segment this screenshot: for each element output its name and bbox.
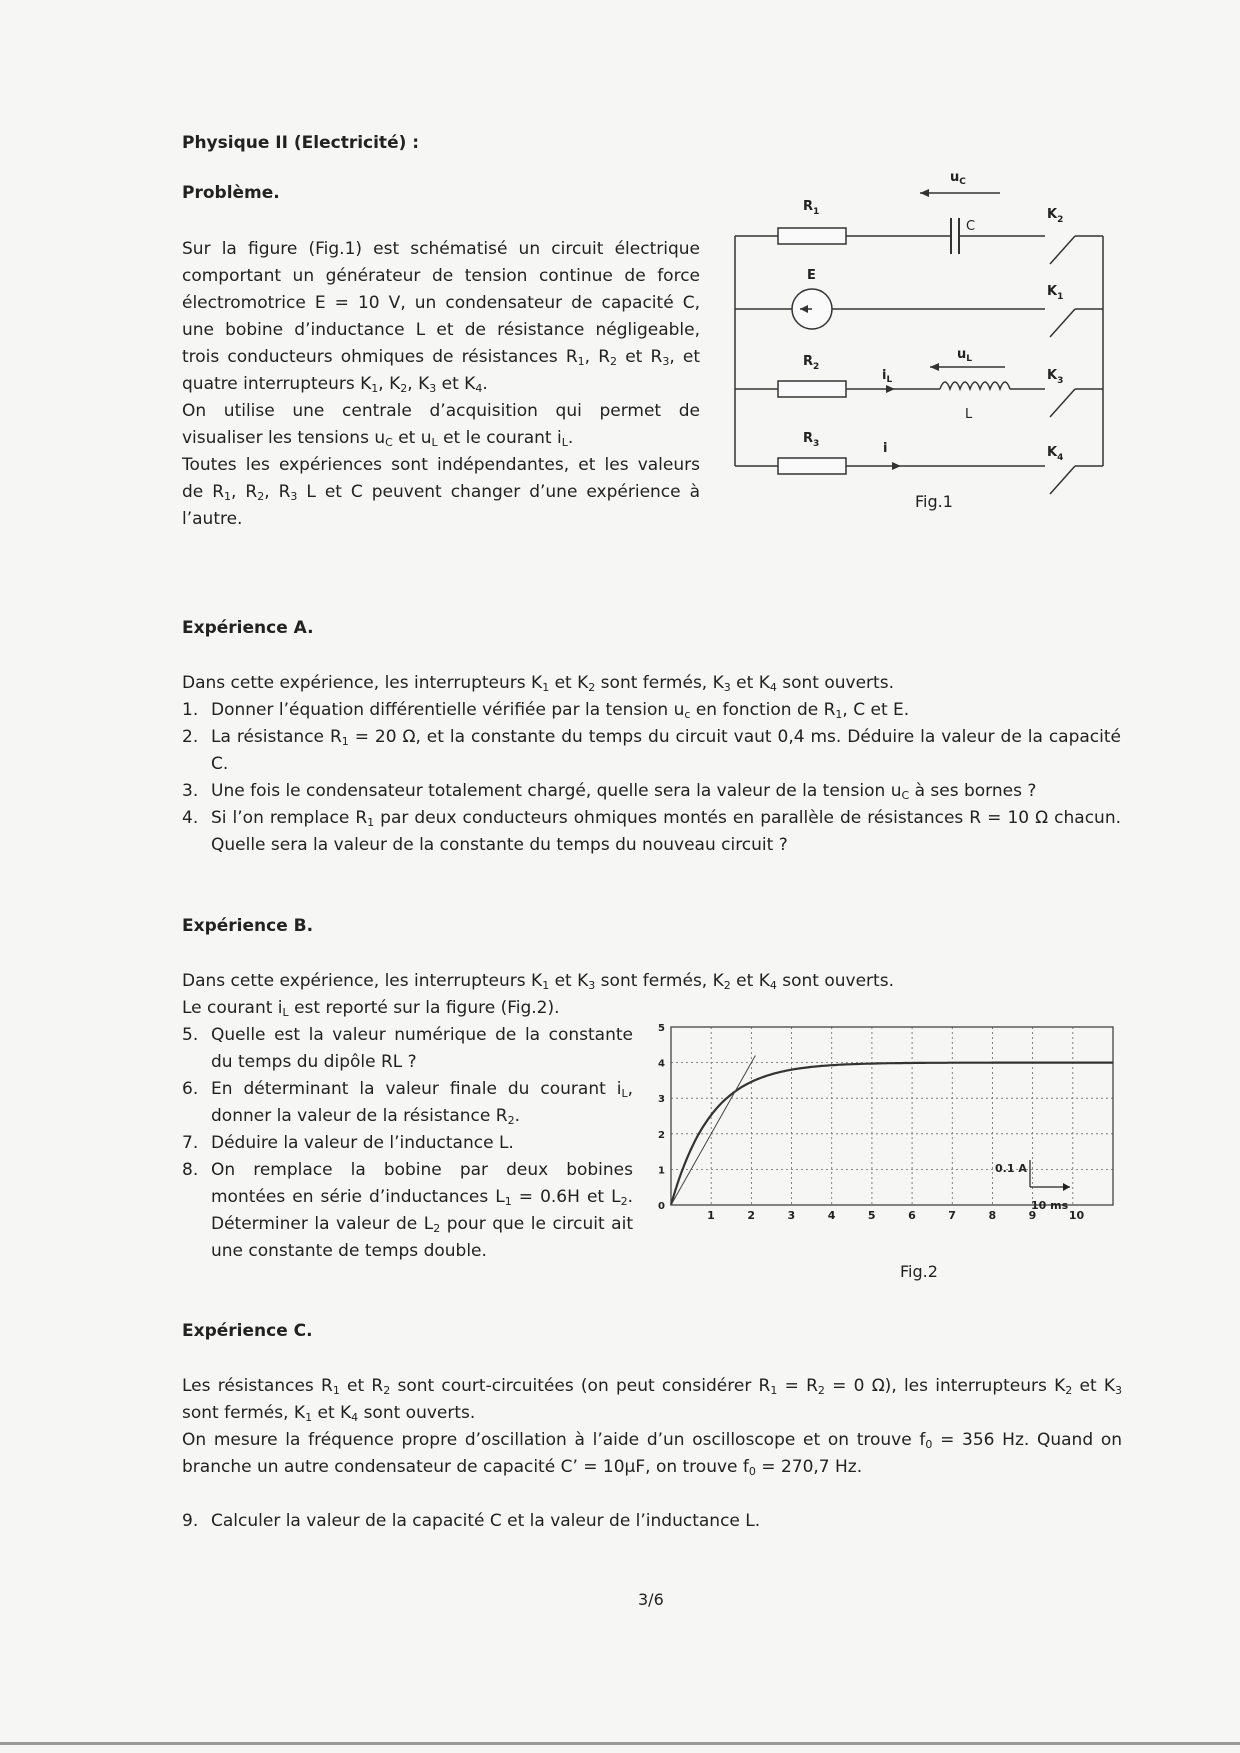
exp-a-heading: Expérience A. <box>182 618 314 638</box>
y-tick-label: 1 <box>658 1165 665 1177</box>
label-e: E <box>807 268 816 283</box>
il-arrowhead <box>886 385 895 393</box>
label-r3: $R_3$ <box>803 431 820 449</box>
page-number: 3/6 <box>638 1590 664 1609</box>
exp-a-intro: Dans cette expérience, les interrupteurs $K_1$ et $K_2$ sont fermés, $K_3$ et $K_4$ sont ouverts. <box>182 673 894 694</box>
scale-current-label: 0.1 A <box>995 1162 1027 1175</box>
exp-c-paragraph-1: Les résistances $R_1$ et $R_2$ sont court-circuitées (on peut considérer $R_1 = R_2 = 0$ Ω), les interrupteurs $K_2$ et $K_3$ sont fermés, $K_1$ et $K_4$ sont ouverts. <box>182 1376 1122 1424</box>
circuit-diagram <box>725 160 1115 520</box>
x-tick-label: 6 <box>908 1209 916 1222</box>
question-3: 3. Une fois le condensateur totalement chargé, quelle sera la valeur de la tension $u_C$ à ses bornes ? <box>182 781 1037 802</box>
label-k3: $K_3$ <box>1047 368 1064 386</box>
question-4: 4. Si l’on remplace $R_1$ par deux conducteurs ohmiques montés en parallèle de résistances R = 10 Ω chacun. Quelle sera la valeur de la constante du temps du nouveau circuit ? <box>182 808 1122 855</box>
chart-x-ticks <box>707 1209 1084 1222</box>
scale-time-label: 10 ms <box>1031 1199 1069 1212</box>
y-tick-label: 5 <box>658 1023 665 1034</box>
label-k4: $K_4$ <box>1047 445 1064 463</box>
x-tick-label: 2 <box>747 1209 756 1222</box>
i-arrowhead <box>892 462 901 470</box>
section-title: Physique II (Electricité) : <box>182 133 420 153</box>
ul-arrowhead <box>930 363 939 371</box>
y-tick-label: 3 <box>658 1094 665 1106</box>
x-tick-label: 4 <box>827 1209 836 1222</box>
scale-time-arrowhead <box>1063 1183 1070 1191</box>
label-c: C <box>966 219 976 234</box>
question-2: 2. La résistance $R_1 = 20$ Ω, et la constante du temps du circuit vaut 0,4 ms. Déduire la valeur de la capacité C. <box>182 727 1121 774</box>
label-k2: $K_2$ <box>1047 207 1064 225</box>
fig1-caption: Fig.1 <box>915 492 953 511</box>
exp-b-intro: Dans cette expérience, les interrupteurs $K_1$ et $K_3$ sont fermés, $K_2$ et $K_4$ sont ouverts. Le courant $i_L$ est reporté sur la figure (Fig.2). <box>182 971 894 1019</box>
label-i: i <box>883 441 888 456</box>
exp-c-paragraph-2: On mesure la fréquence propre d’oscillation à l’aide d’un oscilloscope et on trouve $f_0 = 356$ Hz. Quand on branche un autre condensateur de capacité C’ = 10µF, on trouve $f_0 = 270,7$ Hz. <box>182 1430 1122 1478</box>
y-tick-label: 4 <box>658 1058 665 1070</box>
question-7: 7. Déduire la valeur de l’inductance L. <box>182 1133 514 1153</box>
x-tick-label: 5 <box>867 1209 876 1222</box>
label-il: $i_L$ <box>882 368 893 385</box>
label-ul: $u_L$ <box>957 347 973 364</box>
chart-axes <box>671 1027 1113 1205</box>
chart-y-ticks <box>658 1023 665 1212</box>
question-1: 1. Donner l’équation différentielle vérifiée par la tension $u_c$ en fonction de $R_1$, C et E. <box>182 700 910 721</box>
label-r1: $R_1$ <box>803 199 820 217</box>
y-tick-label: 0 <box>658 1201 665 1212</box>
label-l: L <box>965 407 973 422</box>
x-tick-label: 10 <box>1068 1209 1085 1222</box>
exp-c-heading: Expérience C. <box>182 1321 313 1341</box>
label-k1: $K_1$ <box>1047 284 1064 302</box>
exp-b-heading: Expérience B. <box>182 916 314 936</box>
fig2-caption: Fig.2 <box>900 1262 938 1281</box>
series-tangent-line <box>671 1055 755 1205</box>
x-tick-label: 8 <box>988 1209 997 1222</box>
x-tick-label: 3 <box>787 1209 796 1222</box>
question-6: 6. En déterminant la valeur finale du courant $i_L$, donner la valeur de la résistance $R_2$. <box>182 1079 633 1127</box>
label-r2: $R_2$ <box>803 354 820 372</box>
chart-grid <box>671 1027 1113 1205</box>
scan-edge-line <box>0 1742 1240 1745</box>
chart-series <box>671 1055 1113 1205</box>
label-uc: $u_C$ <box>950 170 966 187</box>
y-tick-label: 2 <box>658 1129 665 1141</box>
plot-frame <box>671 1027 1113 1205</box>
x-tick-label: 7 <box>948 1209 956 1222</box>
question-8: 8. On remplace la bobine par deux bobines montées en série d’inductances $L_1 = 0.6H$ et $L_2$. Déterminer la valeur de $L_2$ pour que le circuit ait une constante de temps double. <box>182 1160 634 1261</box>
current-chart <box>655 1015 1125 1260</box>
question-5: 5. Quelle est la valeur numérique de la constante du temps du dipôle RL ? <box>182 1025 633 1072</box>
uc-arrowhead <box>920 189 929 197</box>
x-tick-label: 1 <box>707 1209 715 1222</box>
x-tick-label: 9 <box>1028 1209 1037 1222</box>
problem-intro: Sur la figure (Fig.1) est schématisé un circuit électrique comportant un générateur de tension continue de force électromotrice E = 10 V, un condensateur de capacité C, une bobine d’inductance L et de résistance négligeable, trois conducteurs ohmiques de résistances $R_1$, $R_2$ et $R_3$, et quatre interrupteurs $K_1$, $K_2$, $K_3$ et $K_4$. On utilise une centrale d’acquisition qui permet de visualiser les tensions $u_C$ et $u_L$ et le courant $i_L$. Toutes les expériences sont indépendantes, et les valeurs de $R_1$, $R_2$, $R_3$ L et C peuvent changer d’une expérience à l’autre. <box>182 239 700 529</box>
problem-heading: Problème. <box>182 183 280 203</box>
question-9: 9. Calculer la valeur de la capacité C et la valeur de l’inductance L. <box>182 1511 761 1531</box>
